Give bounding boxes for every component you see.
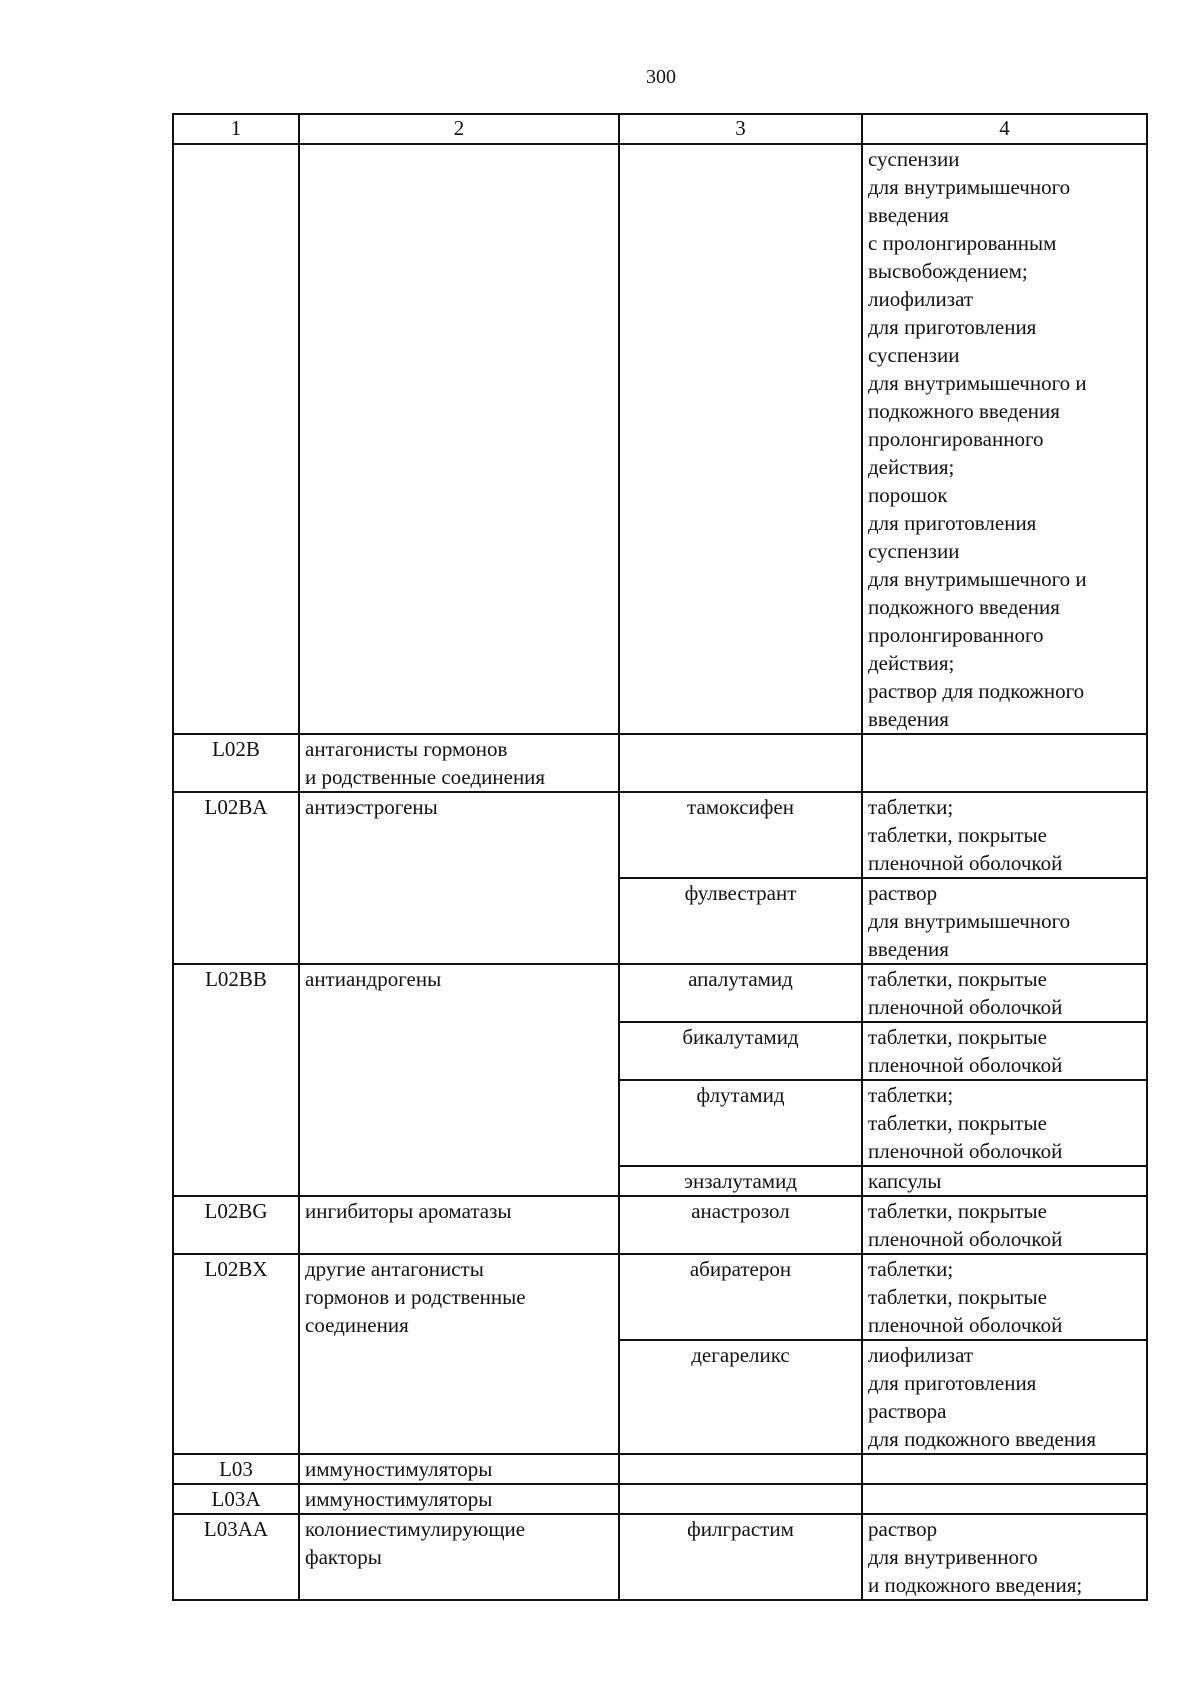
dosage-forms-cell: таблетки, покрытые пленочной оболочкой <box>862 964 1147 1022</box>
dosage-forms-cell: таблетки; таблетки, покрытые пленочной оболочкой <box>862 792 1147 878</box>
page-number: 300 <box>646 66 676 88</box>
group-name-cell: ингибиторы ароматазы <box>299 1196 619 1254</box>
drug-name-cell: дегареликс <box>619 1340 862 1454</box>
drug-name-cell: фулвестрант <box>619 878 862 964</box>
group-name-cell: иммуностимуляторы <box>299 1484 619 1514</box>
atc-code-cell: L02B <box>173 734 299 792</box>
group-name-cell: антиэстрогены <box>299 792 619 964</box>
dosage-forms-cell <box>862 734 1147 792</box>
table-row <box>173 1196 1147 1254</box>
group-name-cell: иммуностимуляторы <box>299 1454 619 1484</box>
table-row <box>173 1454 1147 1484</box>
drug-name-cell: флутамид <box>619 1080 862 1166</box>
drug-name-cell <box>619 1454 862 1484</box>
header-row <box>173 114 1147 144</box>
dosage-forms-cell: таблетки; таблетки, покрытые пленочной оболочкой <box>862 1080 1147 1166</box>
atc-code-cell: L03A <box>173 1484 299 1514</box>
atc-code-cell: L03AA <box>173 1514 299 1600</box>
column-header-4: 4 <box>862 114 1147 144</box>
drug-name-cell: апалутамид <box>619 964 862 1022</box>
group-name-cell: другие антагонисты гормонов и родственные соединения <box>299 1254 619 1454</box>
drug-name-cell: филграстим <box>619 1514 862 1600</box>
drug-name-cell: энзалутамид <box>619 1166 862 1196</box>
atc-code-cell: L02BX <box>173 1254 299 1454</box>
group-name-cell: колониестимулирующие факторы <box>299 1514 619 1600</box>
group-name-cell: антиандрогены <box>299 964 619 1196</box>
dosage-forms-cell: таблетки, покрытые пленочной оболочкой <box>862 1196 1147 1254</box>
drug-name-cell: бикалутамид <box>619 1022 862 1080</box>
drug-name-cell: анастрозол <box>619 1196 862 1254</box>
atc-code-cell: L03 <box>173 1454 299 1484</box>
dosage-forms-cell: суспензии для внутримышечного введения с пролонгированным высвобождением; лиофилизат для приготовления суспензии для внутримышечного и подкожного введения пролонгированного действия; порошок для приготовления суспензии для внутримышечного и подкожного введения пролонгированного действия; раствор для подкожного введения <box>862 144 1147 734</box>
drug-name-cell <box>619 734 862 792</box>
table-row <box>173 734 1147 792</box>
dosage-forms-cell: таблетки; таблетки, покрытые пленочной оболочкой <box>862 1254 1147 1340</box>
group-name-cell <box>299 144 619 734</box>
drug-name-cell <box>619 1484 862 1514</box>
column-header-3: 3 <box>619 114 862 144</box>
drug-name-cell: абиратерон <box>619 1254 862 1340</box>
table-row <box>173 964 1147 1022</box>
group-name-cell: антагонисты гормонов и родственные соединения <box>299 734 619 792</box>
dosage-forms-cell <box>862 1484 1147 1514</box>
dosage-forms-cell: лиофилизат для приготовления раствора для подкожного введения <box>862 1340 1147 1454</box>
atc-code-cell: L02BG <box>173 1196 299 1254</box>
table-header <box>173 114 1147 144</box>
column-header-2: 2 <box>299 114 619 144</box>
column-header-1: 1 <box>173 114 299 144</box>
table-row <box>173 1254 1147 1340</box>
table-row <box>173 144 1147 734</box>
table-row <box>173 792 1147 878</box>
dosage-forms-cell <box>862 1454 1147 1484</box>
table-row <box>173 1484 1147 1514</box>
dosage-forms-cell: таблетки, покрытые пленочной оболочкой <box>862 1022 1147 1080</box>
atc-code-cell <box>173 144 299 734</box>
dosage-forms-cell: раствор для внутривенного и подкожного введения; <box>862 1514 1147 1600</box>
atc-code-cell: L02BB <box>173 964 299 1196</box>
drug-name-cell <box>619 144 862 734</box>
dosage-forms-cell: раствор для внутримышечного введения <box>862 878 1147 964</box>
drug-table <box>172 113 1148 1601</box>
table-row <box>173 1514 1147 1600</box>
dosage-forms-cell: капсулы <box>862 1166 1147 1196</box>
table-body <box>173 144 1147 1600</box>
atc-code-cell: L02BA <box>173 792 299 964</box>
drug-name-cell: тамоксифен <box>619 792 862 878</box>
